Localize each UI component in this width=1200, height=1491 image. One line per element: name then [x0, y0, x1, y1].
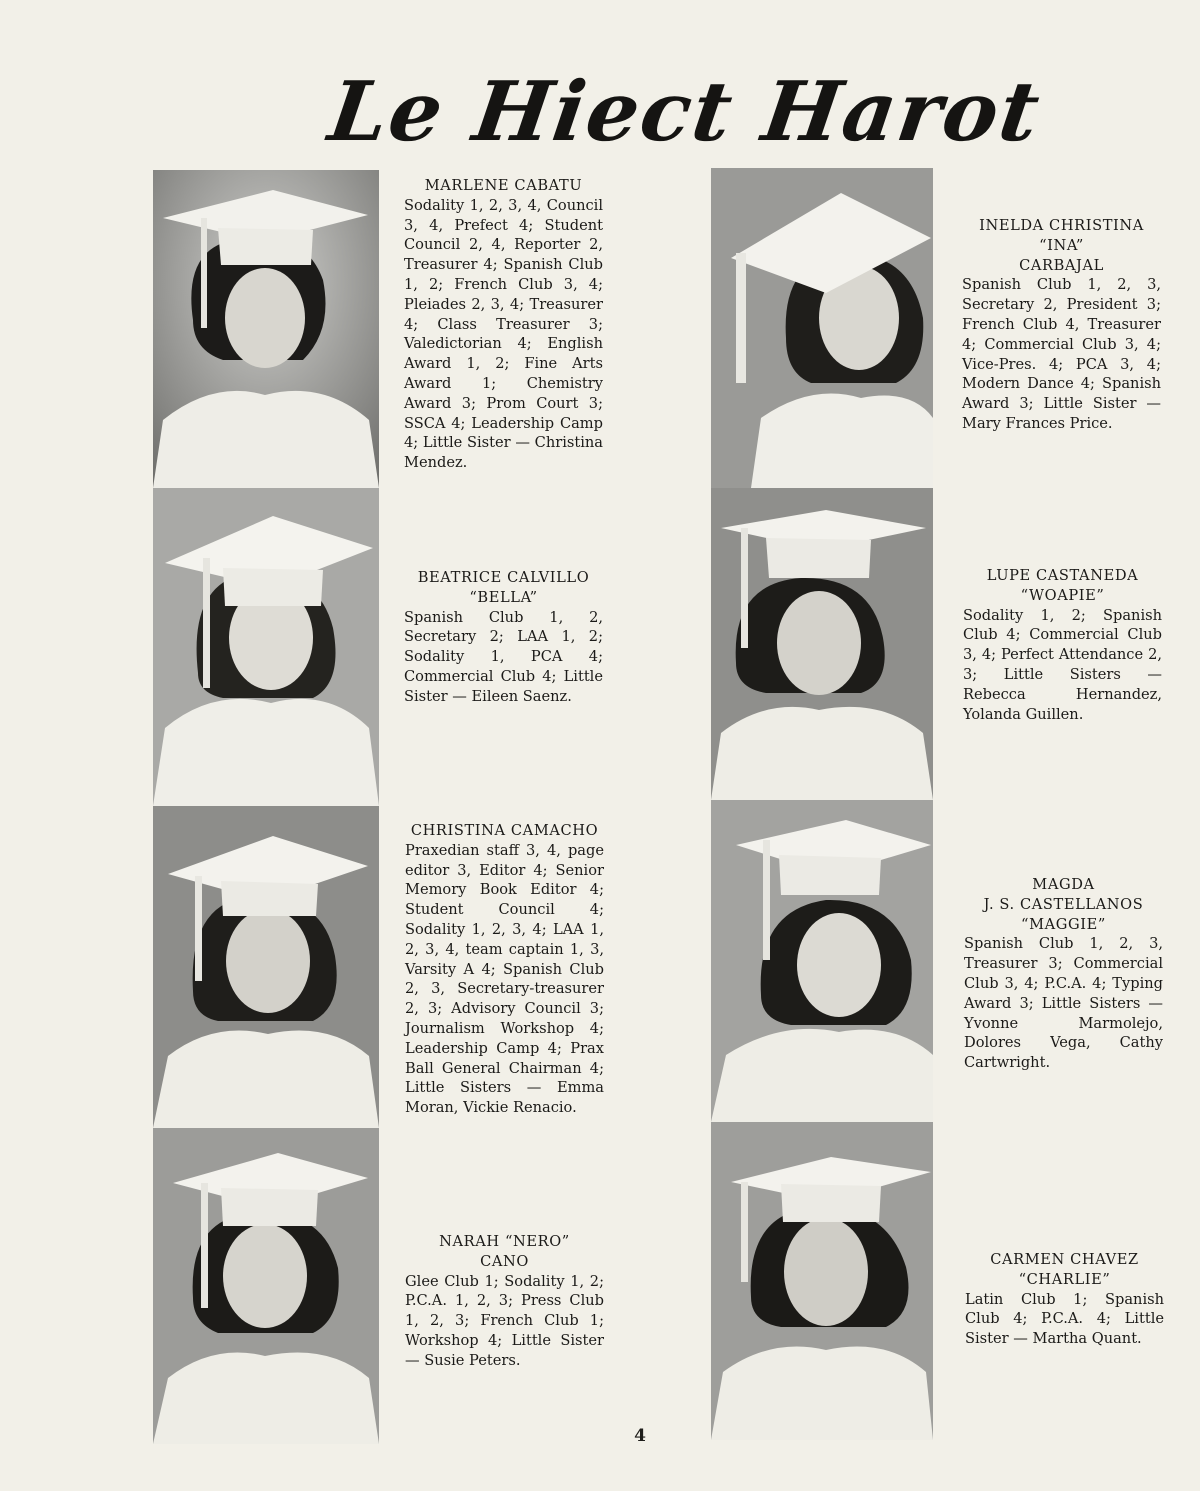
page-title: Le Hiect Harot	[323, 64, 1047, 160]
portrait-photo-carmen-chavez	[711, 1122, 933, 1440]
student-name: NARAH “NERO”	[439, 1233, 570, 1250]
student-surname: CARBAJAL	[1019, 256, 1104, 274]
student-activities: Spanish Club 1, 2, Secretary 2; LAA 1, 2; Sodality 1, PCA 4; Commercial Club 4; Little Sister — Eileen Saenz.	[404, 608, 603, 705]
graduate-portrait-image	[711, 488, 933, 800]
student-activities: Praxedian staff 3, 4, page editor 3, Editor 4; Senior Memory Book Editor 4; Student Council 4; Sodality 1, 2, 3, 4; LAA 1, 2, 3, 4, team captain 1, 3, Varsity A 4; Spanish Club 2, 3, Secretary-treasurer 2, 3; Advisory Council 3; Journalism Workshop 4; Leadership Camp 4; Prax Ball General Chairman 4; Little Sisters — Emma Moran, Vickie Renacio.	[405, 841, 604, 1117]
student-nickname: “WOAPIE”	[1020, 586, 1105, 604]
student-activities: Spanish Club 1, 2, 3, Secretary 2, President 3; French Club 4, Treasurer 4; Commercial Club 3, 4; Vice-Pres. 4; PCA 3, 4; Modern Dance 4; Spanish Award 3; Little Sister — Mary Frances Price.	[962, 276, 1161, 432]
student-name-line-2: J. S. CASTELLANOS	[983, 895, 1144, 913]
student-nickname: “BELLA”	[469, 588, 538, 606]
bio-entry-magda-castellanos	[964, 875, 1163, 1073]
student-name: CHRISTINA CAMACHO	[410, 822, 599, 839]
student-name: MAGDA	[1032, 876, 1095, 893]
bio-entry-inelda-carbajal	[962, 216, 1161, 434]
bio-entry-christina-camacho	[405, 821, 604, 1118]
student-name: MARLENE CABATU	[424, 177, 583, 194]
bio-entry-carmen-chavez	[965, 1250, 1164, 1349]
graduate-portrait-image	[711, 1122, 933, 1440]
student-name: BEATRICE CALVILLO	[417, 569, 590, 586]
graduate-portrait-image	[153, 806, 379, 1128]
bio-entry-marlene-cabatu	[404, 176, 603, 473]
student-activities: Sodality 1, 2, 3, 4, Council 3, 4, Prefect 4; Student Council 2, 4, Reporter 2, Treasurer 4; Spanish Club 1, 2; French Club 3, 4; Pleiades 2, 3, 4; Treasurer 4; Class Treasurer 3; Valedictorian 4; English Award 1, 2; Fine Arts Award 1; Chemistry Award 3; Prom Court 3; SSCA 4; Leadership Camp 4; Little Sister — Christina Mendez.	[404, 196, 603, 472]
portrait-photo-narah-cano	[153, 1128, 379, 1444]
graduate-portrait-image	[153, 170, 379, 488]
student-activities: Sodality 1, 2; Spanish Club 4; Commercial Club 3, 4; Perfect Attendance 2, 3; Little Sisters — Rebecca Hernandez, Yolanda Guillen.	[963, 606, 1162, 723]
graduate-portrait-image	[153, 488, 379, 806]
student-name: INELDA CHRISTINA	[979, 217, 1144, 234]
bio-entry-narah-cano	[405, 1232, 604, 1371]
student-name: LUPE CASTANEDA	[986, 567, 1139, 584]
portrait-photo-inelda-carbajal	[711, 168, 933, 488]
graduate-portrait-image	[153, 1128, 379, 1444]
student-nickname: “CHARLIE”	[1018, 1270, 1111, 1288]
bio-entry-beatrice-calvillo	[404, 568, 603, 707]
page-number: 4	[634, 1426, 646, 1446]
portrait-photo-magda-castellanos	[711, 800, 933, 1122]
student-name: CARMEN CHAVEZ	[990, 1251, 1139, 1268]
student-name-line-2: CANO	[480, 1252, 529, 1270]
portrait-photo-christina-camacho	[153, 806, 379, 1128]
student-activities: Glee Club 1; Sodality 1, 2; P.C.A. 1, 2, 3; Press Club 1, 2, 3; French Club 1; Workshop 4; Little Sister — Susie Peters.	[405, 1272, 604, 1369]
portrait-photo-beatrice-calvillo	[153, 488, 379, 806]
student-nickname: “INA”	[1039, 236, 1084, 254]
student-nickname: “MAGGIE”	[1021, 915, 1106, 933]
portrait-photo-lupe-castaneda	[711, 488, 933, 800]
bio-entry-lupe-castaneda	[963, 566, 1162, 724]
graduate-portrait-image	[711, 800, 933, 1122]
student-activities: Spanish Club 1, 2, 3, Treasurer 3; Commercial Club 3, 4; P.C.A. 4; Typing Award 3; Little Sisters — Yvonne Marmolejo, Dolores Vega, Cathy Cartwright.	[964, 935, 1163, 1072]
graduate-portrait-image	[711, 168, 933, 488]
portrait-photo-marlene-cabatu	[153, 170, 379, 488]
student-activities: Latin Club 1; Spanish Club 4; P.C.A. 4; Little Sister — Martha Quant.	[965, 1290, 1164, 1348]
